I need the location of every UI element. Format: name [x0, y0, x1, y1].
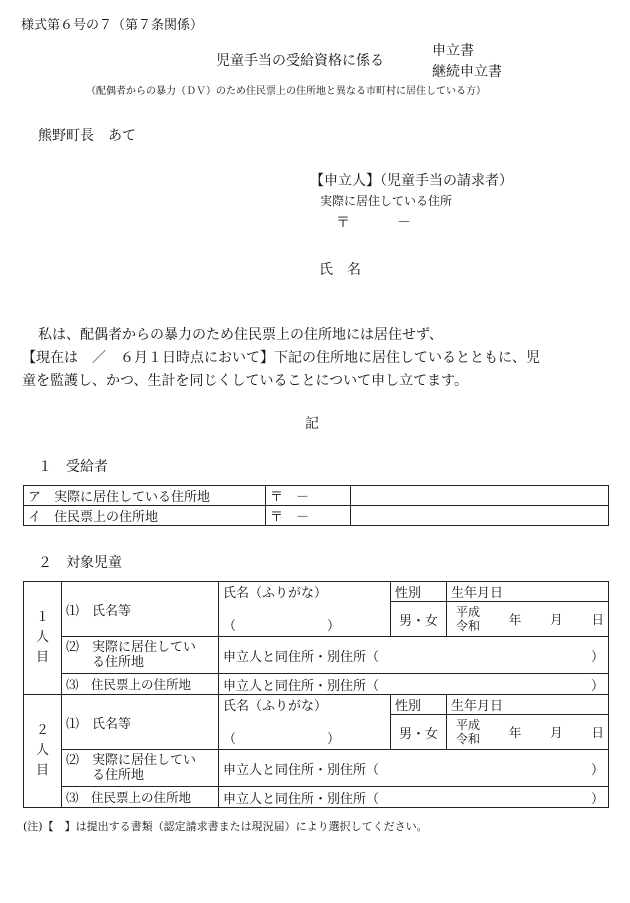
footnote: (注)【 】は提出する書類（認定請求書または現況届）により選択してください。 — [23, 820, 428, 833]
child2-name-header: 氏名（ふりがな） — [219, 695, 391, 715]
children-table — [23, 581, 609, 808]
recipient-table — [23, 485, 609, 526]
child2-item3-label: ⑶ 住民票上の住所地 — [62, 787, 219, 808]
child1-row-registered-address — [24, 674, 609, 695]
subtitle: （配偶者からの暴力（ＤＶ）のため住民票上の住所地と異なる市町村に居住している方） — [86, 86, 486, 97]
form-number: 様式第６号の７（第７条関係） — [21, 18, 204, 33]
recipient-registered-address-label: イ 住民票上の住所地 — [24, 506, 266, 526]
applicant-postal-dash: － — [397, 215, 411, 231]
child1-gender-value[interactable]: 男・女 — [391, 602, 447, 637]
applicant-name-label: 氏 名 — [319, 262, 361, 278]
title-main: 児童手当の受給資格に係る — [216, 53, 384, 69]
recipient-actual-address-field[interactable] — [351, 486, 609, 506]
child2-item1-label: ⑴ 氏名等 — [62, 695, 219, 750]
statement-line-3: 童を監護し、かつ、生計を同じくしていることについて申し立てます。 — [22, 373, 469, 389]
child1-name-field[interactable]: （ ） — [219, 602, 391, 637]
recipient-registered-address-field[interactable] — [351, 506, 609, 526]
recipient-actual-postal[interactable]: 〒 － — [266, 486, 351, 506]
child2-gender-header: 性別 — [391, 695, 447, 715]
child2-dob-field[interactable]: 平成 令和 年 月 日 — [447, 715, 609, 750]
child2-row-actual-address — [24, 750, 609, 787]
child2-row-name-header — [24, 695, 609, 715]
recipient-registered-postal[interactable]: 〒 － — [266, 506, 351, 526]
child1-item2-label: ⑵ 実際に居住してい る住所地 — [62, 637, 219, 674]
child1-ordinal: １ 人 目 — [24, 582, 62, 695]
section1-heading: １ 受給者 — [38, 459, 108, 475]
applicant-address-label: 実際に居住している住所 — [320, 194, 453, 208]
child2-dob-header: 生年月日 — [447, 695, 609, 715]
title-option-continuation: 継続申立書 — [432, 64, 502, 80]
child1-dob-header: 生年月日 — [447, 582, 609, 602]
child1-row-name-header — [24, 582, 609, 602]
child2-name-field[interactable]: （ ） — [219, 715, 391, 750]
recipient-row-registered-address — [24, 506, 609, 526]
child2-actual-address-field[interactable]: 申立人と同住所・別住所（ ） — [219, 750, 609, 787]
child2-item2-label: ⑵ 実際に居住してい る住所地 — [62, 750, 219, 787]
child1-dob-field[interactable]: 平成 令和 年 月 日 — [447, 602, 609, 637]
section2-heading: ２ 対象児童 — [38, 555, 122, 571]
child2-registered-address-field[interactable]: 申立人と同住所・別住所（ ） — [219, 787, 609, 808]
child1-row-actual-address — [24, 637, 609, 674]
ki-mark: 記 — [305, 416, 319, 432]
recipient-row-actual-address — [24, 486, 609, 506]
child1-name-header: 氏名（ふりがな） — [219, 582, 391, 602]
child1-gender-header: 性別 — [391, 582, 447, 602]
applicant-postal-mark: 〒 — [336, 215, 350, 231]
child1-registered-address-field[interactable]: 申立人と同住所・別住所（ ） — [219, 674, 609, 695]
statement-line-1: 私は、配偶者からの暴力のため住民票上の住所地には居住せず、 — [38, 327, 443, 343]
applicant-heading: 【申立人】（児童手当の請求者） — [310, 173, 513, 189]
addressee: 熊野町長 あて — [38, 128, 136, 144]
child2-gender-value[interactable]: 男・女 — [391, 715, 447, 750]
recipient-actual-address-label: ア 実際に居住している住所地 — [24, 486, 266, 506]
child1-item1-label: ⑴ 氏名等 — [62, 582, 219, 637]
statement-line-2: 【現在は ／ ６月１日時点において】下記の住所地に居住しているとともに、児 — [22, 350, 540, 366]
child2-row-registered-address — [24, 787, 609, 808]
child1-actual-address-field[interactable]: 申立人と同住所・別住所（ ） — [219, 637, 609, 674]
title-option-application: 申立書 — [432, 43, 474, 59]
child1-item3-label: ⑶ 住民票上の住所地 — [62, 674, 219, 695]
child2-ordinal: ２ 人 目 — [24, 695, 62, 808]
